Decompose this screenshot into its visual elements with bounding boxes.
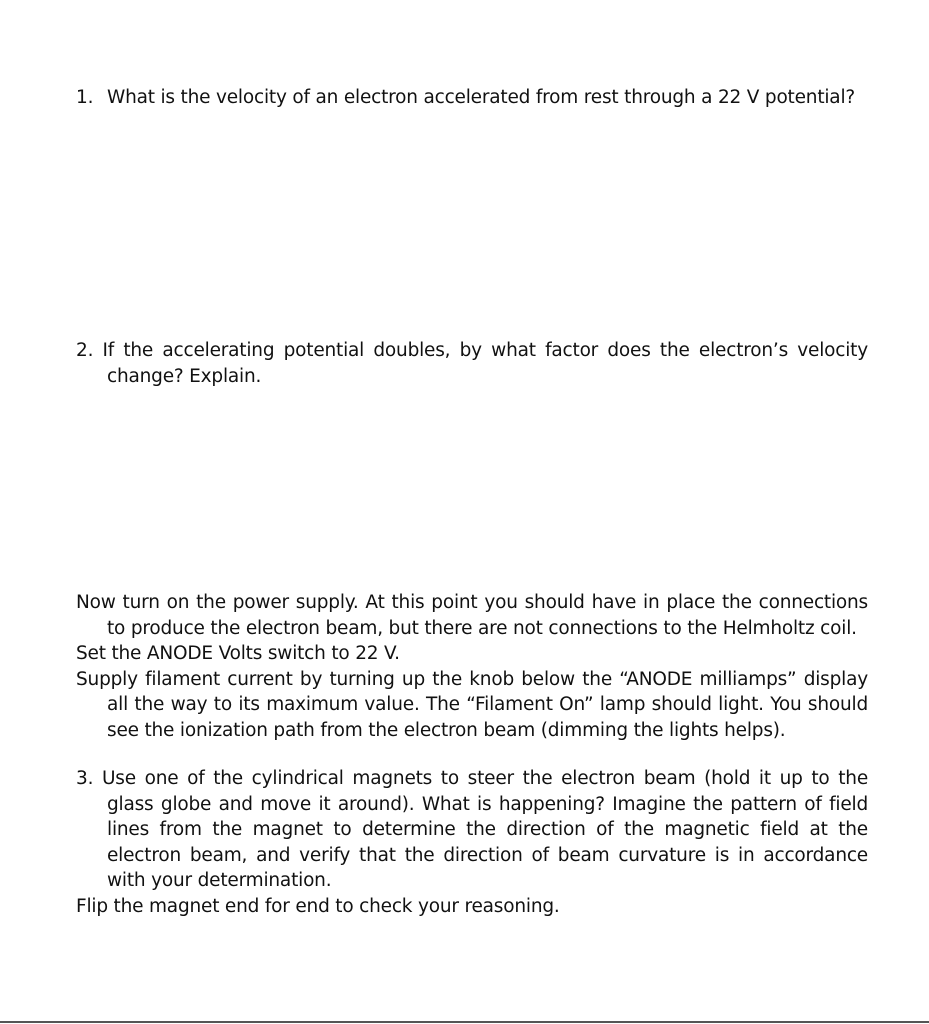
question-2-text: 2. If the accelerating potential doubles, by what factor does the electron’s velocity change? Explain. — [76, 340, 868, 387]
instruction-filament-current: Supply filament current by turning up the knob below the “ANODE milliamps” display all the way to its maximum value. The “Filament On” lamp should light. You should see the ionization path from the electron beam (dimming the lights helps). — [76, 668, 868, 741]
question-1-text: What is the velocity of an electron accelerated from rest through a 22 V potential? — [107, 87, 856, 108]
question-2 — [76, 338, 868, 389]
question-3 — [76, 766, 868, 919]
instruction-anode-volts: Set the ANODE Volts switch to 22 V. — [76, 643, 400, 664]
question-1 — [76, 85, 868, 111]
question-1-number: 1. — [76, 87, 94, 108]
instruction-power-supply: Now turn on the power supply. At this point you should have in place the connections to produce the electron beam, but there are not connections to the Helmholtz coil. — [76, 592, 868, 639]
question-3-followup: Flip the magnet end for end to check your reasoning. — [76, 895, 560, 917]
page-bottom-rule — [0, 1021, 929, 1023]
instructions — [76, 590, 868, 743]
question-3-text: 3. Use one of the cylindrical magnets to steer the electron beam (hold it up to the glass globe and move it around). What is happening? Imagine the pattern of field lines from the magnet to determine the direction of the magnetic field at the electron beam, and verify that the direction of beam curvature is in accordance with your determination. — [76, 768, 868, 891]
